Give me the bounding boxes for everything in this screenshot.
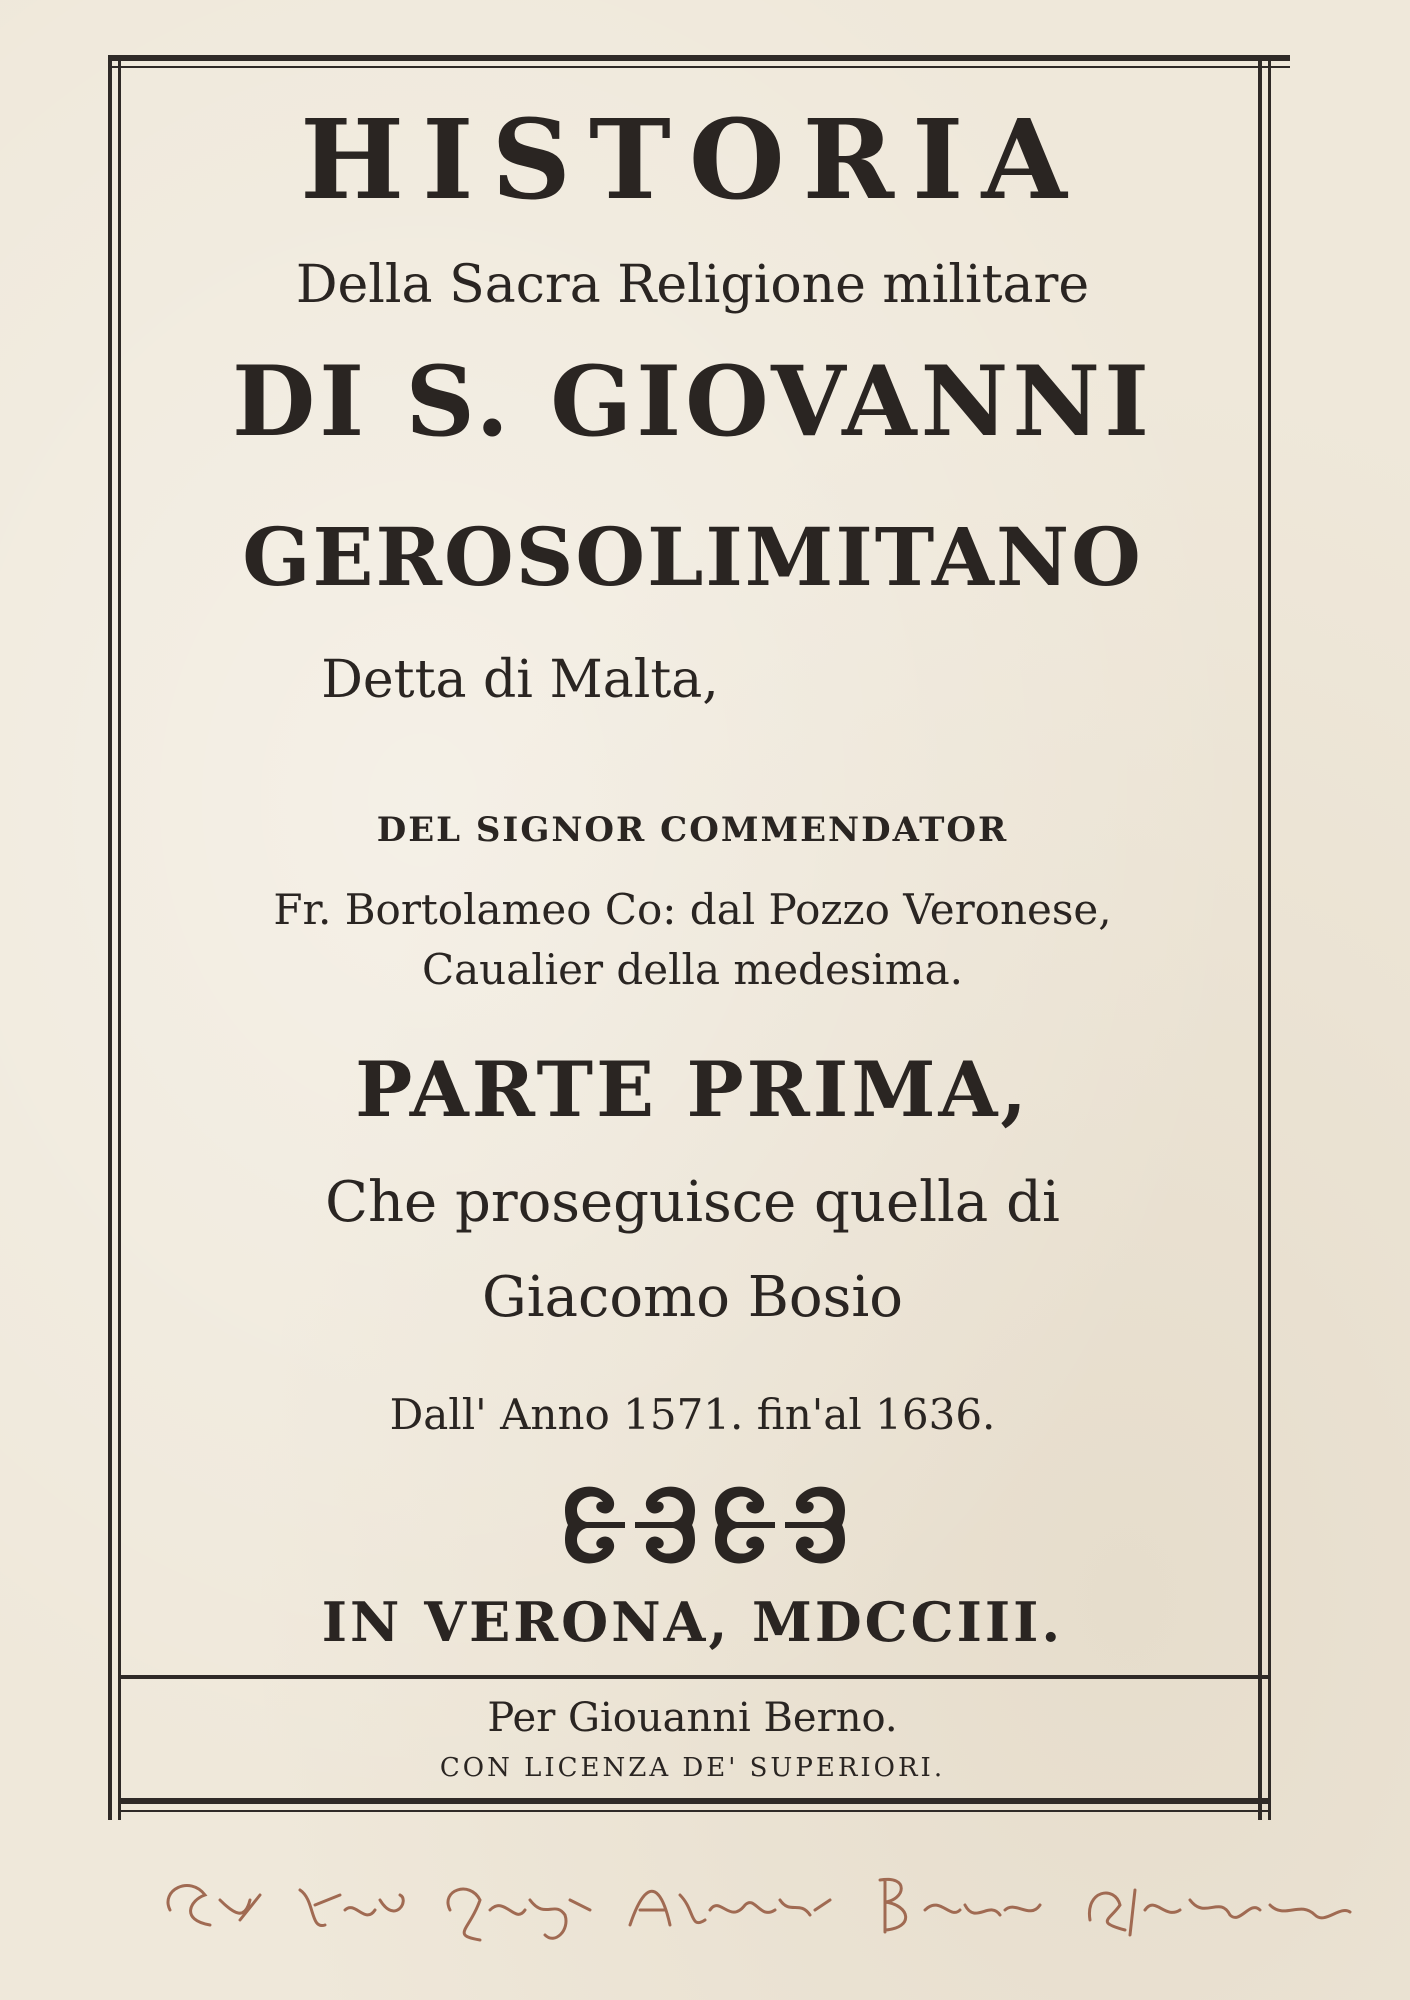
border-rule-left-inner <box>118 55 121 1820</box>
author-role: Caualier della medesima. <box>421 945 964 994</box>
border-rule-bottom <box>118 1798 1268 1804</box>
part-heading: PARTE PRIMA, <box>355 1045 1030 1134</box>
continuation-line-2: Giacomo Bosio <box>482 1265 903 1330</box>
author-intro: DEL SIGNOR COMMENDATOR <box>376 810 1009 850</box>
date-range: Dall' Anno 1571. fin'al 1636. <box>389 1390 996 1439</box>
name-line-2: GEROSOLIMITANO <box>242 510 1143 604</box>
border-rule-left <box>108 55 112 1820</box>
name-line-1: DI S. GIOVANNI <box>231 345 1154 458</box>
place-and-year: IN VERONA, MDCCIII. <box>321 1590 1064 1654</box>
imprint-divider-rule <box>118 1675 1268 1679</box>
handwritten-provenance-inscription <box>150 1840 1370 1970</box>
border-rule-top-thin <box>110 66 1290 68</box>
continuation-line-1: Che proseguisce quella di <box>325 1170 1060 1235</box>
border-rule-right <box>1258 55 1262 1820</box>
border-rule-right-outer <box>1268 55 1271 1820</box>
title: HISTORIA <box>300 95 1085 224</box>
border-rule-bottom-thin <box>118 1810 1268 1812</box>
subtitle: Della Sacra Religione militare <box>295 255 1090 315</box>
author-name: Fr. Bortolameo Co: dal Pozzo Veronese, <box>273 885 1112 934</box>
border-rule-top <box>110 55 1290 61</box>
printer-line: Per Giouanni Berno. <box>487 1695 898 1741</box>
license-line: CON LICENZA DE' SUPERIORI. <box>439 1753 946 1783</box>
inscription-text: Ex libris Georgii Andreasii Equitis Melitensis <box>150 1840 173 1841</box>
alias-line: Detta di Malta, <box>321 650 719 710</box>
ornament-scroll-icon <box>565 1487 695 1528</box>
printers-ornament <box>555 1470 855 1580</box>
